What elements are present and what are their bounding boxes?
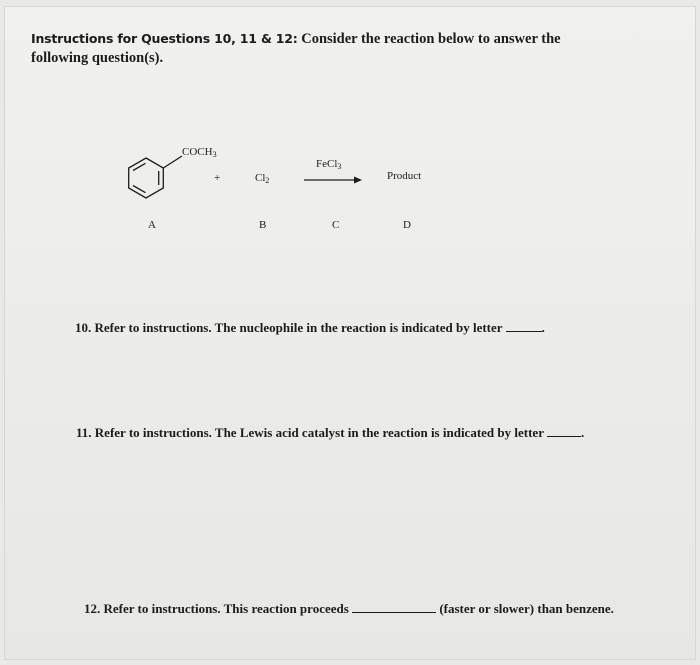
question-11-suffix: . (580, 425, 585, 440)
label-b: B (259, 219, 267, 231)
substituent-bond (163, 156, 182, 168)
instructions-text: Consider the reaction below to answer the following question(s). (31, 31, 561, 66)
product-label: Product (387, 170, 422, 182)
question-12-text: 12. Refer to instructions. This reaction proceeds (84, 601, 349, 616)
catalyst-label: FeCl$_3$ (316, 158, 342, 171)
question-10-text: 10. Refer to instructions. The nucleophile in the reaction is indicated by letter (75, 320, 503, 335)
plus-sign: + (214, 172, 221, 184)
answer-blank-11[interactable] (547, 426, 581, 437)
question-10-suffix: . (541, 320, 545, 335)
question-11 (76, 425, 584, 441)
instructions-heading: Instructions for Questions 10, 11 & 12: (31, 31, 298, 46)
label-c: C (332, 219, 340, 231)
question-12 (84, 601, 614, 617)
label-d: D (403, 219, 411, 231)
answer-blank-10[interactable] (506, 321, 542, 332)
question-12-suffix: (faster or slower) than benzene. (439, 601, 614, 616)
substituent-label: $COCH_3$ (182, 146, 217, 159)
label-a: A (148, 219, 156, 231)
instructions (31, 29, 591, 68)
question-10 (75, 320, 545, 336)
reaction-arrow (304, 174, 364, 186)
question-11-text: 11. Refer to instructions. The Lewis acid catalyst in the reaction is indicated by letter (76, 425, 544, 440)
chlorine-reagent: $Cl_2$ (255, 172, 270, 185)
answer-blank-12[interactable] (352, 602, 436, 613)
